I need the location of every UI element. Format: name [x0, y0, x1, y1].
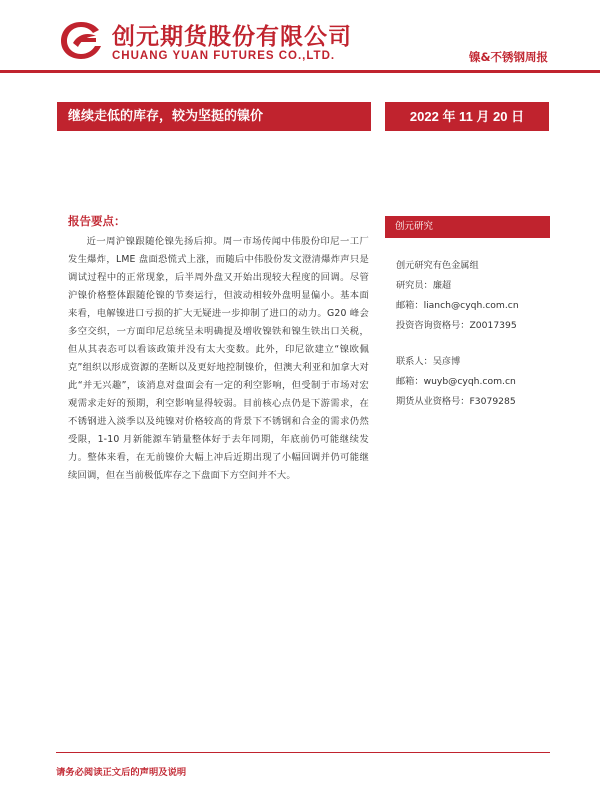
- company-logo-icon: [58, 18, 104, 62]
- report-date: 2022 年 11 月 20 日: [385, 102, 549, 131]
- contact-email-label: 邮箱：: [396, 376, 424, 387]
- email-label: 邮箱：: [396, 300, 424, 311]
- company-name-en: CHUANG YUAN FUTURES CO.,LTD.: [112, 50, 336, 62]
- summary-body: 近一周沪镍跟随伦镍先扬后抑。周一市场传闻中伟股份印尼一工厂发生爆炸，LME 盘面恐慌式上涨，而随后中伟股份发文澄清爆炸声只是调试过程中的正常现象，后半周外盘又开始出现较大程度的回调。尽管沪镍价格整体跟随伦镍的节奏运行，但波动相较外盘明显偏小。基本面来看，电解镍进口亏损的扩大无疑进一步抑制了进口的动力。G20 峰会多空交织，一方面印尼总统呈未明确提及增收镍铁和镍生铁出口关税，但从其表态可以看该政策并没有太大变数。此外，印尼欲建立“镍欧佩克”组织以形成资源的垄断以及更好地控制镍价，但澳大利亚和加拿大对此“并无兴趣”，该消息对盘面会有一定的利空影响，但受制于市场对宏观需求走好的预期，利空影响显得较弱。目前核心点仍是下游需求，在不锈钢进入淡季以及纯镍对价格较高的背景下不锈钢和合金的需求仍然受限，1-10 月新能源车销量整体好于去年同期，年底前仍可能继续发力。整体来看，在无前镍价大幅上冲后近期出现了小幅回调并仍可能继续回调，但在当前极低库存之下盘面下方空间并不大。: [68, 236, 369, 481]
- company-name-cn: 创元期货股份有限公司: [112, 24, 352, 50]
- researcher-line: [396, 276, 556, 296]
- research-group: 创元研究有色金属组: [396, 260, 479, 271]
- cert-label: 投资咨询资格号：: [396, 320, 470, 331]
- license-label: 期货从业资格号：: [396, 396, 470, 407]
- contact-email[interactable]: wuyb@cyqh.com.cn: [423, 376, 516, 387]
- contact-line: [396, 352, 556, 372]
- company-logo: [58, 14, 358, 70]
- contact-license-line: [396, 392, 556, 412]
- header-divider: [0, 70, 600, 73]
- contact-license: F3079285: [469, 396, 516, 407]
- researcher-cert-line: [396, 316, 556, 336]
- researcher-label: 研究员：: [396, 280, 433, 291]
- report-type: 镍&不锈钢周报: [468, 50, 548, 64]
- contact-info: [396, 352, 556, 412]
- footer-divider: [56, 752, 550, 753]
- contact-email-line: [396, 372, 556, 392]
- contact-label: 联系人：: [396, 356, 433, 367]
- footer-disclaimer: 请务必阅读正文后的声明及说明: [56, 767, 187, 778]
- researcher-email-line: [396, 296, 556, 316]
- contact-name: 吴彦博: [432, 356, 461, 367]
- researcher-cert: Z0017395: [469, 320, 517, 331]
- summary-heading: 报告要点：: [68, 214, 126, 228]
- sidebar-header: 创元研究: [385, 216, 550, 238]
- researcher-name: 廉超: [432, 280, 452, 291]
- researcher-email[interactable]: lianch@cyqh.com.cn: [423, 300, 519, 311]
- researcher-info: [396, 256, 556, 336]
- report-title: 继续走低的库存，较为坚挺的镍价: [57, 102, 371, 131]
